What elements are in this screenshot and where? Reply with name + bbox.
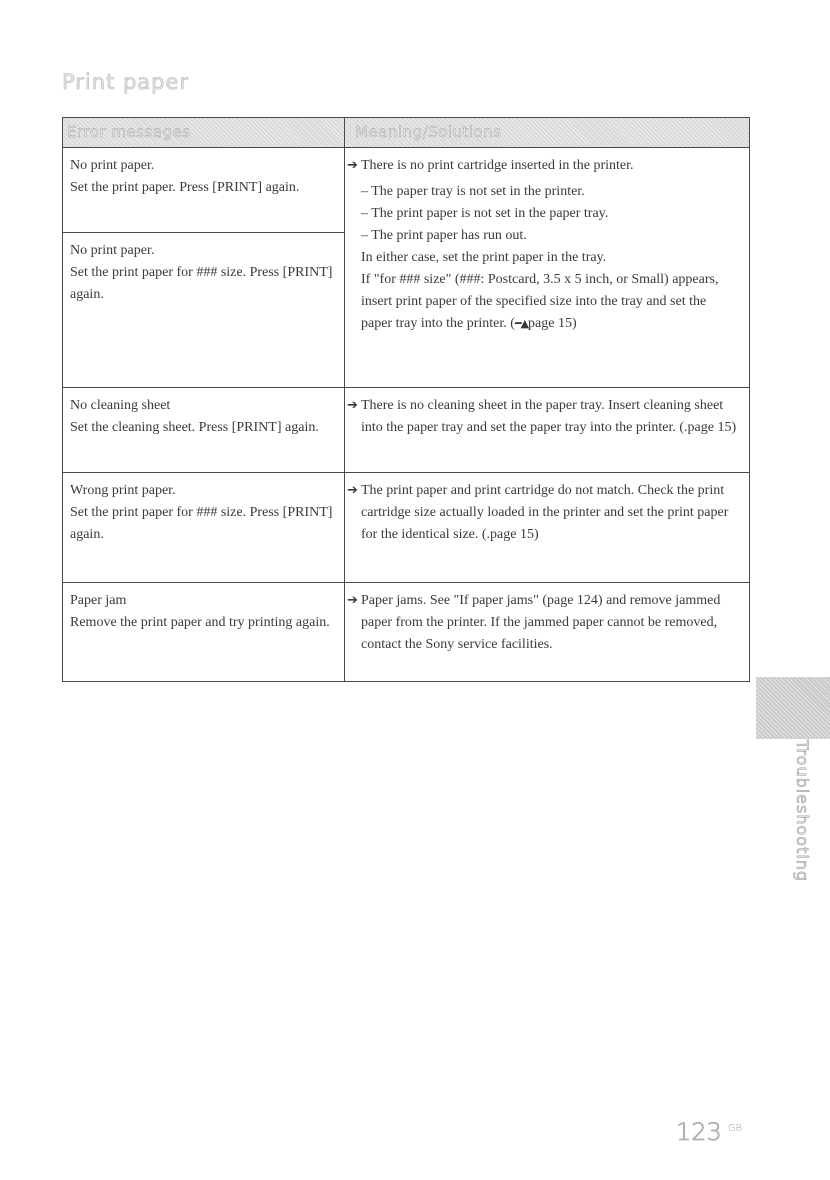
list-item: – The print paper is not set in the paper tray. xyxy=(361,203,739,225)
solution-cell xyxy=(345,473,749,582)
solution-text xyxy=(349,155,739,177)
error-table xyxy=(62,117,750,682)
error-cell xyxy=(63,388,345,472)
error-entry xyxy=(63,388,344,439)
solution-text xyxy=(349,395,739,439)
side-tab-marker xyxy=(756,677,830,739)
header-error-messages: Error messages xyxy=(63,118,345,147)
solution-cell xyxy=(345,583,749,681)
solution-note-size xyxy=(349,269,739,335)
header-meaning-solutions: Meaning/Solutions xyxy=(355,123,502,141)
error-cell xyxy=(63,583,345,681)
solution-cell xyxy=(345,148,749,387)
page-number xyxy=(676,1118,742,1146)
table-row xyxy=(63,388,749,473)
arrow-right-icon: ➔ xyxy=(347,398,358,413)
error-entry xyxy=(63,583,344,634)
page-number-suffix: GB xyxy=(727,1123,743,1134)
solution-main: There is no print cartridge inserted in the printer. xyxy=(361,158,634,173)
error-body: Set the print paper for ### size. Press [PRINT] again. xyxy=(70,265,333,302)
error-body: Set the print paper. Press [PRINT] again. xyxy=(70,180,300,195)
error-entry xyxy=(63,232,344,306)
page-reference: page 15) xyxy=(528,316,577,331)
section-title: Print paper xyxy=(62,70,190,94)
error-body: Set the cleaning sheet. Press [PRINT] again. xyxy=(70,420,319,435)
note-text: If "for ### size" (###: Postcard, 3.5 x 5 inch, or Small) appears, insert print paper of the specified size into the tray and set the paper tray into the printer. ( xyxy=(361,272,719,331)
arrow-right-icon: ➔ xyxy=(347,158,358,173)
table-row xyxy=(63,583,749,681)
error-entry xyxy=(63,148,344,232)
page-number-value: 123 xyxy=(676,1118,722,1146)
solution-text xyxy=(349,590,739,656)
error-body: Remove the print paper and try printing again. xyxy=(70,615,330,630)
error-title: No cleaning sheet xyxy=(70,398,171,413)
solution-main: There is no cleaning sheet in the paper tray. Insert cleaning sheet into the paper tray and set the paper tray into the printer. (.page 15) xyxy=(361,398,737,435)
table-row xyxy=(63,473,749,583)
error-title: No print paper. xyxy=(70,158,155,173)
list-item: – The print paper has run out. xyxy=(361,225,739,247)
solution-note: In either case, set the print paper in the tray. xyxy=(361,250,607,265)
error-body: Set the print paper for ### size. Press [PRINT] again. xyxy=(70,505,333,542)
solution-main: The print paper and print cartridge do not match. Check the print cartridge size actually loaded in the printer and set the print paper for the identical size. (.page 15) xyxy=(361,483,729,542)
cause-list xyxy=(361,181,739,247)
list-item: – The paper tray is not set in the printer. xyxy=(361,181,739,203)
error-cell xyxy=(63,473,345,582)
side-tab-label: Troubleshooting xyxy=(793,740,812,883)
error-cell xyxy=(63,148,345,387)
table-row xyxy=(63,148,749,388)
table-header xyxy=(63,118,749,148)
error-title: No print paper. xyxy=(70,243,155,258)
error-title: Wrong print paper. xyxy=(70,483,176,498)
solution-cell xyxy=(345,388,749,472)
arrow-right-icon: ➔ xyxy=(347,483,358,498)
solution-main: Paper jams. See "If paper jams" (page 124) and remove jammed paper from the printer. If the jammed paper cannot be removed, contact the Sony service facilities. xyxy=(361,593,721,652)
error-title: Paper jam xyxy=(70,593,127,608)
arrow-right-icon: ➔ xyxy=(347,593,358,608)
page-reference-icon: ━▲ xyxy=(514,317,529,330)
error-entry xyxy=(63,473,344,546)
solution-text xyxy=(349,480,739,546)
